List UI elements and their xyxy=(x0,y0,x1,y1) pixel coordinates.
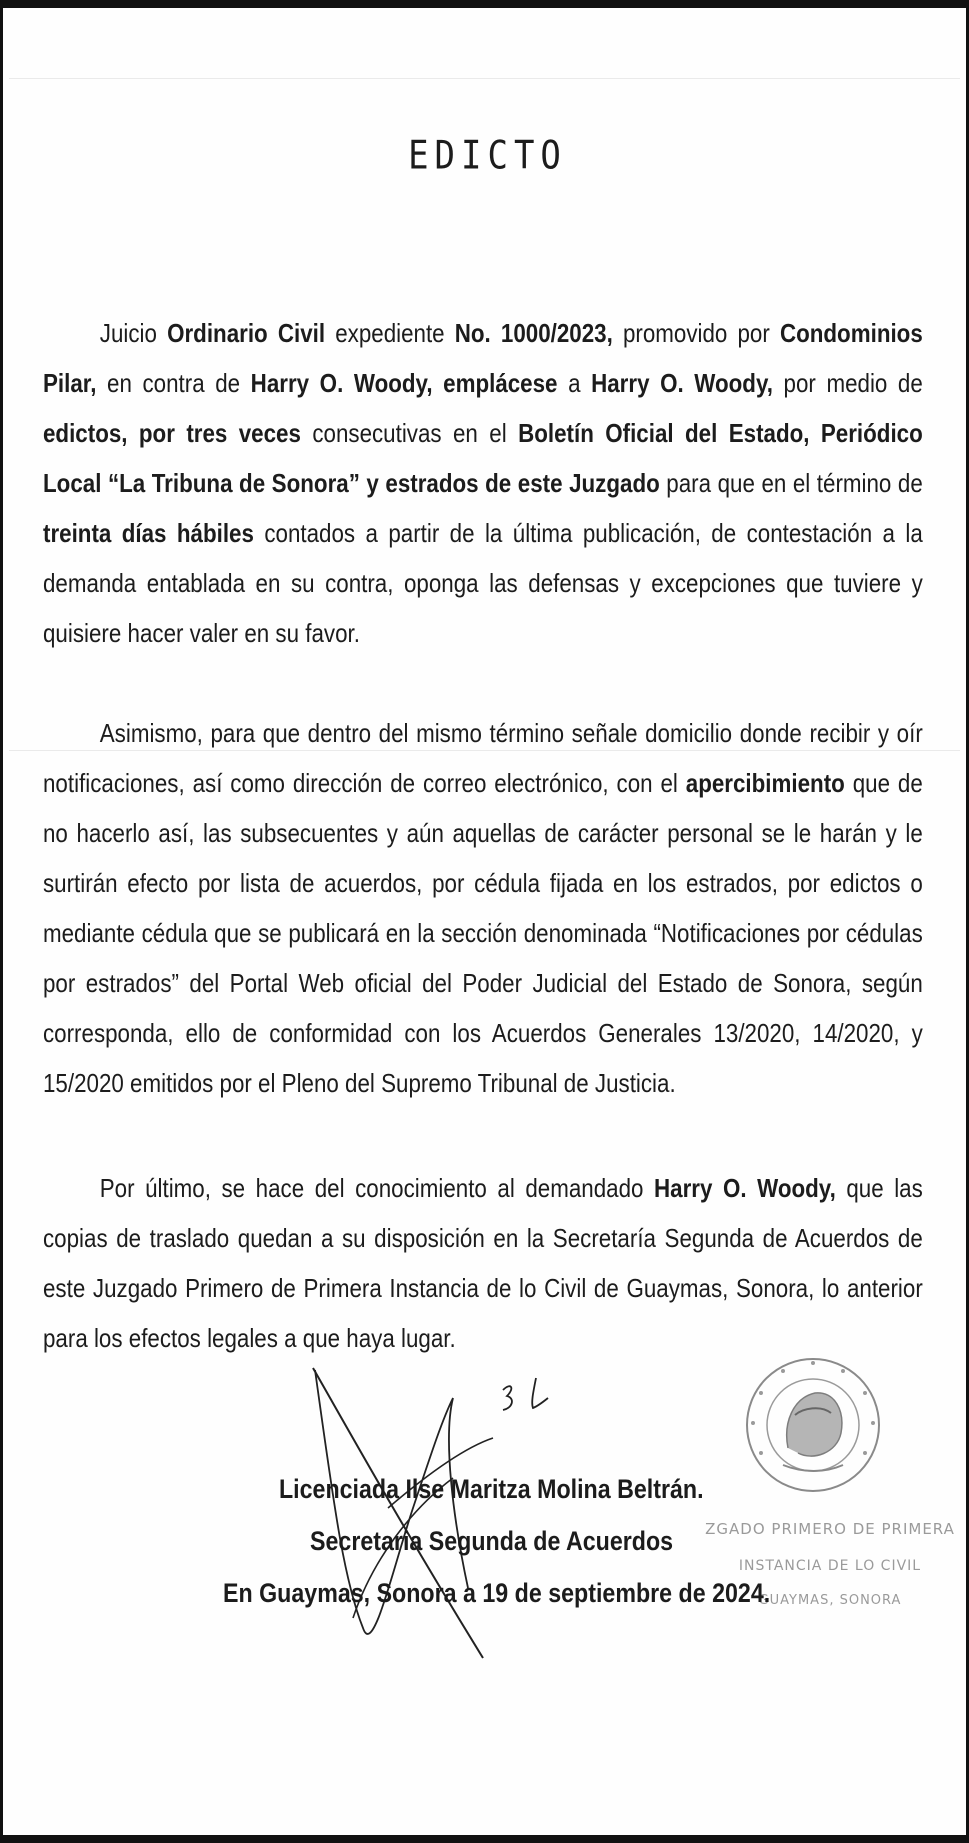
text-segment: Asimismo, para que dentro del mismo término señale domicilio donde recibir y oír notificaciones, así como dirección de correo electrónico, con el xyxy=(43,718,923,798)
scan-artifact xyxy=(9,78,960,79)
place-and-date: En Guaymas, Sonora a 19 de septiembre de 2024. xyxy=(223,1578,771,1608)
text-segment xyxy=(433,368,444,398)
signer-role: Secretaria Segunda de Acuerdos xyxy=(310,1526,674,1556)
national-seal-icon xyxy=(743,1353,883,1498)
bold-text-segment: Ordinario Civil xyxy=(167,318,326,348)
bold-text-segment: Harry O. Woody, xyxy=(591,368,773,398)
text-segment: contados a partir de la última publicación, de contestación a la demanda entablada en su contra, oponga las defensas y excepciones que tuviere y quisiere hacer valer en su favor. xyxy=(43,518,923,648)
text-segment: expediente xyxy=(325,318,455,348)
stamp-line-1: ZGADO PRIMERO DE PRIMERA xyxy=(705,1520,955,1538)
text-segment: a xyxy=(557,368,592,398)
text-segment: promovido por xyxy=(612,318,780,348)
text-segment: que de no hacerlo así, las subsecuentes y aún aquellas de carácter personal se le harán y le surtirán efecto por lista de acuerdos, por cédula fijada en los estrados, por edictos o mediante cédula que se publicará en la sección denominada “Notificaciones por cédulas por estrados” del Portal Web oficial del Poder Judicial del Estado de Sonora, según corresponda, ello de conformidad con los Acuerdos Generales 13/2020, 14/2020, y 15/2020 emitidos por el Pleno del Supremo Tribunal de Justicia. xyxy=(43,768,923,1098)
stamp-line-2: INSTANCIA DE LO CIVIL xyxy=(738,1558,922,1574)
paragraph-1 xyxy=(43,308,923,658)
bold-text-segment: edictos, por tres veces xyxy=(43,418,301,448)
bold-text-segment: treinta días hábiles xyxy=(43,518,254,548)
bold-text-segment: No. 1000/2023, xyxy=(454,318,613,348)
bold-text-segment: Harry O. Woody, xyxy=(250,368,433,398)
text-segment: Juicio xyxy=(99,318,168,348)
paragraph-3 xyxy=(43,1163,923,1363)
text-segment: en contra de xyxy=(96,368,251,398)
bold-text-segment: Harry O. Woody, xyxy=(654,1173,836,1203)
text-segment: Por último, se hace del conocimiento al demandado xyxy=(99,1173,655,1203)
document-title: EDICTO xyxy=(408,133,567,179)
text-segment: que las copias de traslado quedan a su disposición en la Secretaría Segunda de Acuerdos de este Juzgado Primero de Primera Instancia de lo Civil de Guaymas, Sonora, lo anterior para los efectos legales a que haya lugar. xyxy=(43,1173,923,1353)
text-segment: por medio de xyxy=(772,368,923,398)
paragraph-2 xyxy=(43,708,923,1108)
signer-name: Licenciada Ilse Maritza Molina Beltrán. xyxy=(279,1474,704,1504)
bold-text-segment: apercibimiento xyxy=(685,768,845,798)
text-segment: para que en el término de xyxy=(659,468,923,498)
bold-text-segment: emplácese xyxy=(443,368,558,398)
text-segment: consecutivas en el xyxy=(300,418,519,448)
stamp-line-3: GUAYMAS, SONORA xyxy=(758,1593,902,1608)
bold-text-segment: Boletín Oficial del Estado, Periódico Local “La Tribuna de Sonora” y estrados de este Juzgado xyxy=(43,418,923,498)
bold-text-segment: Condominios Pilar, xyxy=(43,318,923,398)
